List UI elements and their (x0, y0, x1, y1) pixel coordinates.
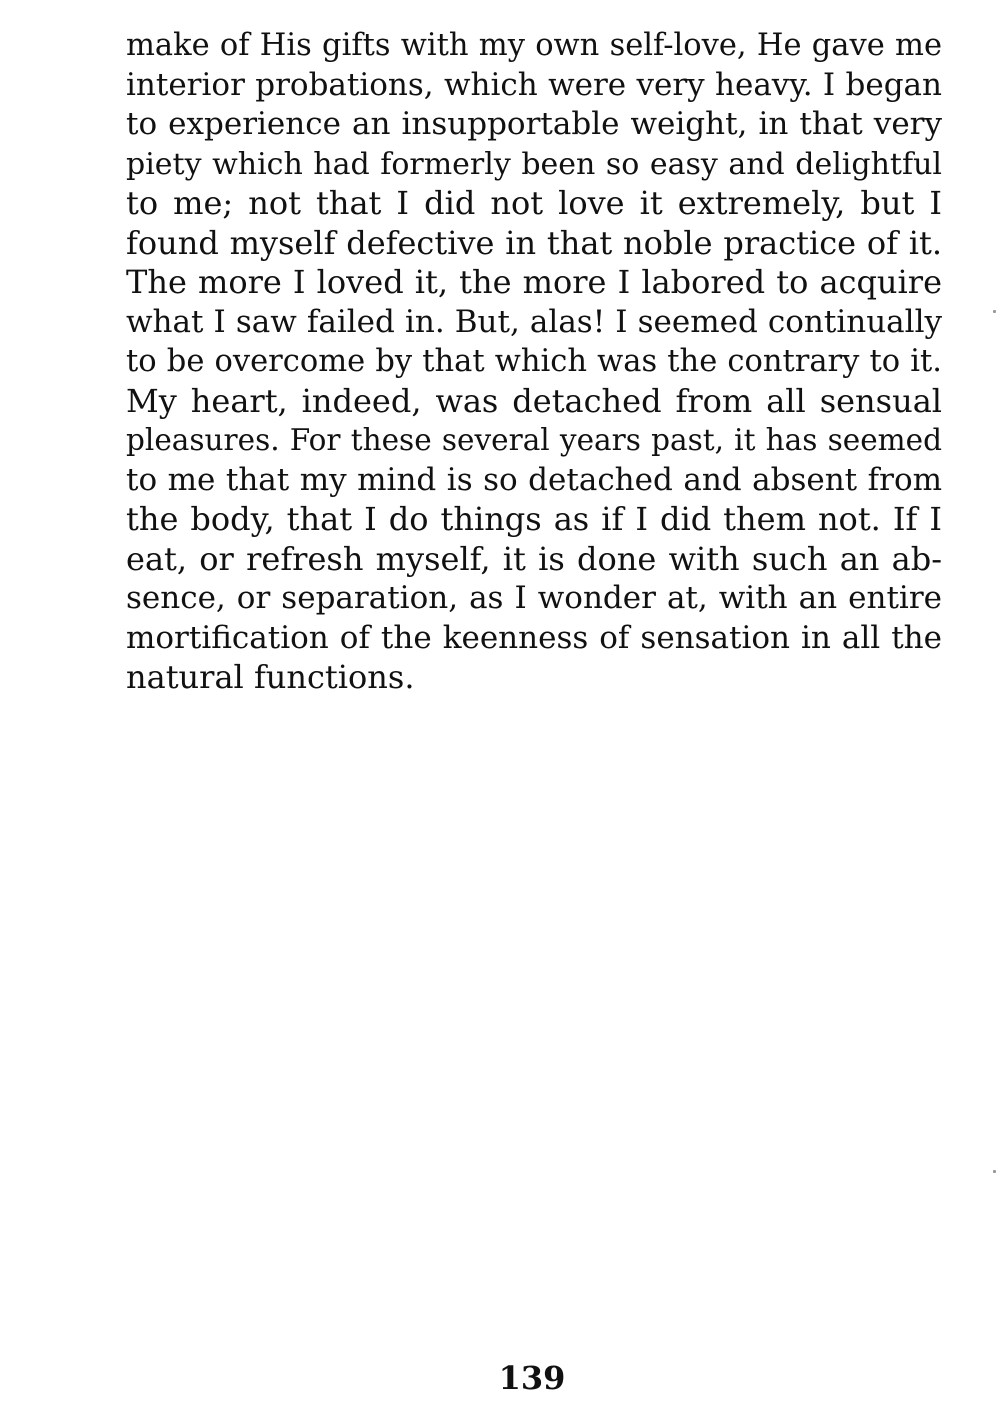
page-number (64, 1358, 1000, 1398)
text-line: the body, that I do things as if I did them not. If I (126, 500, 942, 538)
text-line: found myself defective in that noble practice of it. (126, 223, 942, 262)
text-line: natural functions. (126, 658, 415, 696)
text-line: what I saw failed in. But, alas! I seemed continually (126, 303, 942, 340)
text-line: My heart, indeed, was detached from all sensual (126, 381, 942, 420)
body-text (126, 26, 942, 698)
text-line: to experience an insupportable weight, in that very (126, 106, 942, 142)
text-line: mortification of the keenness of sensation in all the (126, 619, 942, 656)
text-line: make of His gifts with my own self-love, He gave me (126, 28, 942, 63)
text-line: interior probations, which were very heavy. I began (126, 66, 942, 103)
text-line: sence, or separation, as I wonder at, with an entire (126, 580, 942, 616)
text-line: to me; not that I did not love it extremely, but I (126, 184, 942, 222)
text-line: piety which had formerly been so easy and delightful (126, 146, 942, 182)
text-line: eat, or refresh myself, it is done with such an ab- (126, 539, 942, 578)
text-line: to me that my mind is so detached and absent from (126, 461, 942, 498)
page-number-text: 139 (498, 1359, 566, 1397)
text-line: The more I loved it, the more I labored to acquire (126, 263, 942, 301)
scan-speck (993, 1170, 996, 1173)
text-line: pleasures. For these several years past, it has seemed (126, 423, 942, 457)
text-line: to be overcome by that which was the contrary to it. (126, 344, 942, 379)
scan-speck (993, 310, 996, 313)
